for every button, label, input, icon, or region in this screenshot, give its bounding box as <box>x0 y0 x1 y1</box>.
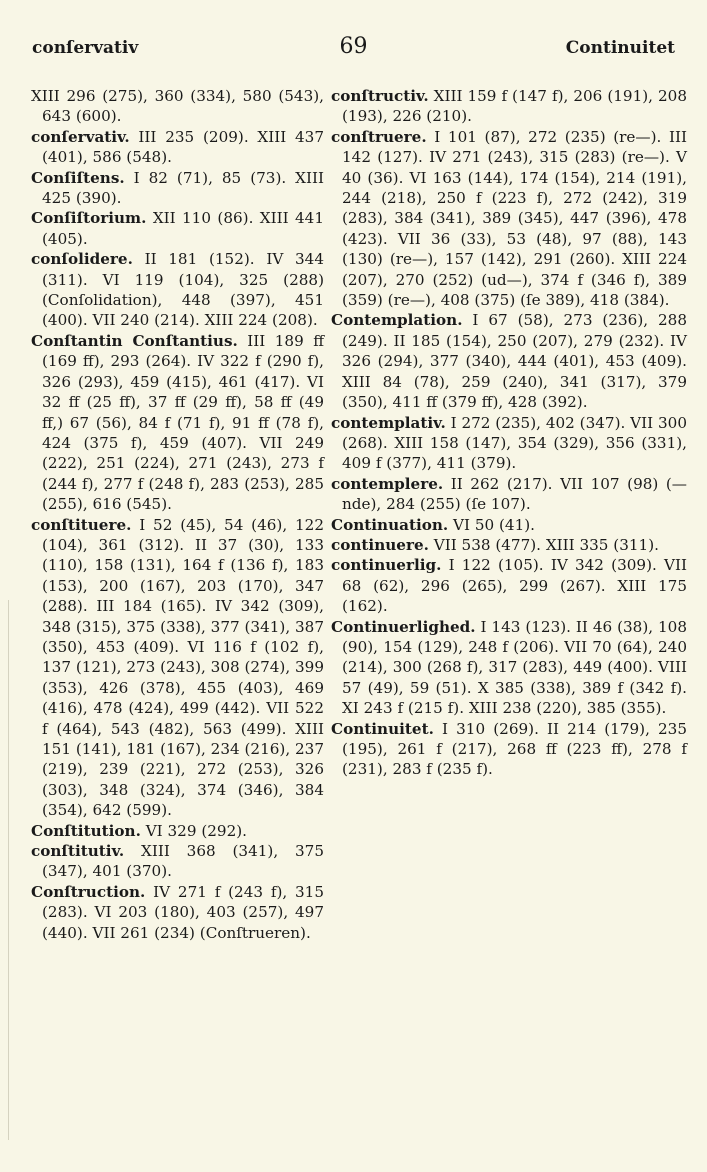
index-entry <box>331 86 687 127</box>
entry-headword: conſolidere. <box>31 250 133 269</box>
entry-headword: Conſtitution. <box>31 821 141 840</box>
entry-references: IV 271 f (243 f), 315 (283). VI 203 (180), 403 (257), 497 (440). VII 261 (234) (Conſtrueren). <box>42 882 324 942</box>
index-entry <box>331 413 687 474</box>
index-entry <box>31 821 324 841</box>
index-entry <box>331 617 687 719</box>
index-entry <box>31 841 324 882</box>
margin-line <box>8 600 9 1140</box>
entry-references: XIII 159 f (147 f), 206 (191), 208 (193), 226 (210). <box>342 87 687 126</box>
index-entry <box>31 127 324 168</box>
page-header <box>32 34 675 64</box>
index-entry <box>331 127 687 311</box>
entry-headword: contemplativ. <box>331 413 446 432</box>
entry-headword: Continuitet. <box>331 719 434 738</box>
entry-references: I 52 (45), 54 (46), 122 (104), 361 (312). II 37 (30), 133 (110), 158 (131), 164 f (136 f), 183 (153), 200 (167), 203 (170), 347 (288). III 184 (165). IV 342 (309), 348 (315), 375 (338), 377 (341), 387 (350), 453 (409). VI 116 f (102 f), 137 (121), 273 (243), 308 (274), 399 (353), 426 (378), 455 (403), 469 (416), 478 (424), 499 (442). VII 522 f (464), 543 (482), 563 (499). XIII 151 (141), 181 (167), 234 (216), 237 (219), 239 (221), 272 (253), 326 (303), 348 (324), 374 (346), 384 (354), 642 (599). <box>42 515 324 820</box>
right-column <box>331 86 687 780</box>
index-entry <box>31 168 324 209</box>
entry-references: I 272 (235), 402 (347). VII 300 (268). XIII 158 (147), 354 (329), 356 (331), 409 f (377), 411 (379). <box>342 413 687 473</box>
index-entry <box>31 331 324 515</box>
entry-headword: conſtituere. <box>31 515 132 534</box>
entry-references: I 143 (123). II 46 (38), 108 (90), 154 (129), 248 f (206). VII 70 (64), 240 (214), 300 (268 f), 317 (283), 449 (400). VIII 57 (49), 59 (51). X 385 (338), 389 f (342 f). XI 243 f (215 f). XIII 238 (220), 385 (355). <box>342 617 687 718</box>
index-entry <box>331 515 687 535</box>
entry-headword: Conſiſtorium. <box>31 209 147 228</box>
index-entry <box>31 208 324 249</box>
index-entry <box>331 719 687 780</box>
entry-headword: Conſtruction. <box>31 882 146 901</box>
index-entry <box>331 310 687 412</box>
entry-references: II 181 (152). IV 344 (311). VI 119 (104), 325 (288) (Conſolidation), 448 (397), 451 (400). VII 240 (214). XIII 224 (208). <box>42 250 324 330</box>
entry-headword: Contemplation. <box>331 311 463 330</box>
entry-headword: Conſiſtens. <box>31 168 125 187</box>
entry-headword: conſtructiv. <box>331 87 429 105</box>
entry-references: XIII 296 (275), 360 (334), 580 (543), 643 (600). <box>31 87 324 126</box>
entry-references: XIII 368 (341), 375 (347), 401 (370). <box>42 842 324 881</box>
entry-headword: conſtitutiv. <box>31 842 125 861</box>
entry-references: VII 538 (477). XIII 335 (311). <box>428 535 659 554</box>
page-number: 69 <box>339 34 368 59</box>
entry-references: I 82 (71), 85 (73). XIII 425 (390). <box>42 168 324 208</box>
index-entry <box>331 535 687 555</box>
entry-references: I 101 (87), 272 (235) (re—). III 142 (127). IV 271 (243), 315 (283) (re—). V 40 (36). VI 163 (144), 174 (154), 214 (191), 244 (218), 250 f (223 f), 272 (242), 319 (283), 384 (341), 389 (345), 447 (396), 478 (423). VII 36 (33), 53 (48), 97 (88), 143 (130) (re—), 157 (142), 291 (260). XIII 224 (207), 270 (252) (ud—), 374 f (346 f), 389 (359) (re—), 408 (375) (ſe 389), 418 (384). <box>342 127 687 310</box>
running-head-right: Continuitet <box>565 38 675 58</box>
left-column <box>31 86 324 943</box>
index-entry <box>331 474 687 515</box>
entry-headword: Conſtantin Conſtantius. <box>31 331 238 350</box>
running-head-left: conſervativ <box>32 38 139 58</box>
index-entry <box>31 86 324 127</box>
entry-references: VI 50 (41). <box>448 515 535 534</box>
entry-headword: continuerlig. <box>331 556 442 575</box>
index-entry <box>31 249 324 331</box>
entry-headword: continuere. <box>331 535 429 554</box>
entry-references: I 67 (58), 273 (236), 288 (249). II 185 (154), 250 (207), 279 (232). IV 326 (294), 377 (340), 444 (401), 453 (409). XIII 84 (78), 259 (240), 341 (317), 379 (350), 411 ff (379 ff), 428 (392). <box>342 311 687 412</box>
entry-references: VI 329 (292). <box>140 821 247 840</box>
entry-references: III 235 (209). XIII 437 (401), 586 (548). <box>42 127 324 167</box>
entry-headword: Continuerlighed. <box>331 617 476 636</box>
index-entry <box>331 555 687 616</box>
entry-headword: conſervativ. <box>31 127 130 146</box>
index-entry <box>31 515 324 821</box>
entry-headword: contemplere. <box>331 474 444 493</box>
entry-headword: conſtruere. <box>331 127 427 146</box>
entry-references: I 122 (105). IV 342 (309). VII 68 (62), 296 (265), 299 (267). XIII 175 (162). <box>342 556 687 616</box>
entry-references: II 262 (217). VII 107 (98) (—nde), 284 (255) (ſe 107). <box>342 474 687 514</box>
entry-references: I 310 (269). II 214 (179), 235 (195), 261 f (217), 268 ff (223 ff), 278 f (231), 283 f (235 f). <box>342 719 687 779</box>
entry-references: XII 110 (86). XIII 441 (405). <box>42 209 324 248</box>
index-entry <box>31 882 324 943</box>
entry-references: III 189 ff (169 ff), 293 (264). IV 322 f (290 f), 326 (293), 459 (415), 461 (417). VI 32 ff (25 ff), 37 ff (29 ff), 58 ff (49 ff,) 67 (56), 84 f (71 f), 91 ff (78 f), 424 (375 f), 459 (407). VII 249 (222), 251 (224), 271 (243), 273 f (244 f), 277 f (248 f), 283 (253), 285 (255), 616 (545). <box>42 331 324 514</box>
entry-headword: Continuation. <box>331 515 449 534</box>
